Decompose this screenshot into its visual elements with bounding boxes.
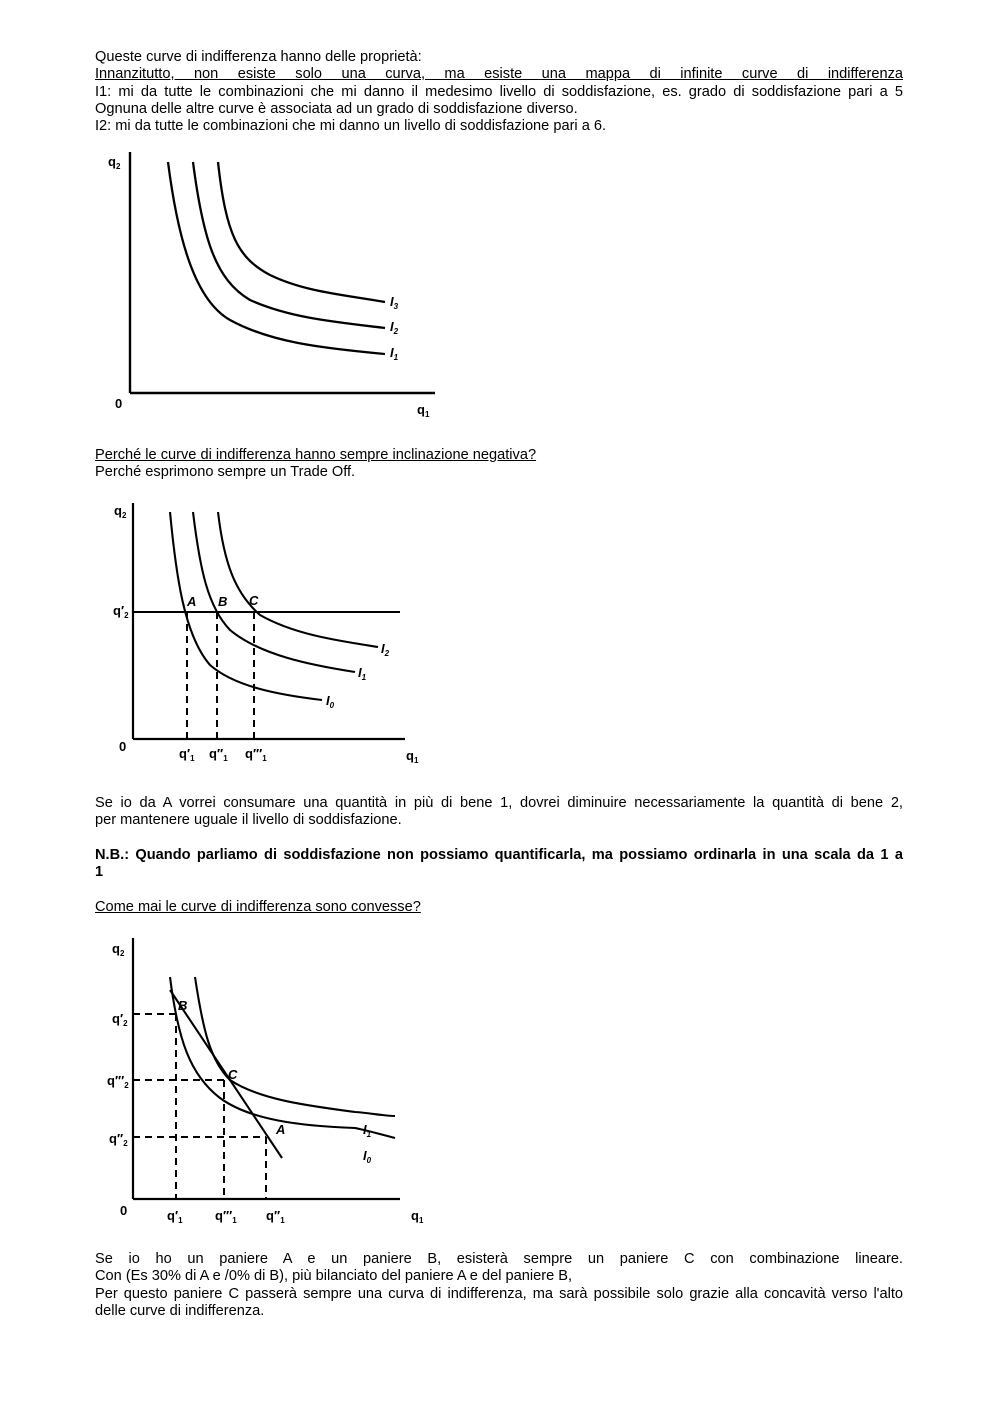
budget-line bbox=[170, 990, 282, 1158]
curve-label-i2: $I_2$ bbox=[390, 319, 399, 336]
section4-line-2: Con (Es 30% di A e /0% di B), più bilanciato del paniere A e del paniere B, bbox=[95, 1268, 573, 1284]
x-axis-label: $q_1$ bbox=[417, 402, 430, 419]
curve-label-i1: $I_1$ bbox=[358, 665, 367, 682]
y-tick-q2-double-prime: $q''_2$ bbox=[109, 1131, 128, 1148]
section4-line-3: Per questo paniere C passerà sempre una curva di indifferenza, ma sarà possibile solo grazie alla concavità verso l'alto bbox=[95, 1286, 903, 1302]
y-axis-label: $q_2$ bbox=[108, 154, 121, 171]
y-axis-label: $q_2$ bbox=[114, 503, 127, 520]
x-tick-q1-double-prime: $q''_1$ bbox=[266, 1208, 285, 1225]
section4-line-4: delle curve di indifferenza. bbox=[95, 1303, 265, 1319]
y-tick-q2-triple-prime: $q'''_2$ bbox=[107, 1073, 129, 1090]
x-axis-label: $q_1$ bbox=[406, 748, 419, 765]
figure-indifference-map bbox=[100, 140, 460, 425]
x-tick-q1-triple-prime: $q'''_1$ bbox=[215, 1208, 237, 1225]
curve-label-i2: $I_2$ bbox=[381, 641, 390, 658]
y-tick-q2-prime: $q'_2$ bbox=[113, 603, 129, 620]
y-axis-label: $q_2$ bbox=[112, 941, 125, 958]
curve-i0 bbox=[170, 977, 395, 1138]
curve-label-i0: $I_0$ bbox=[326, 693, 335, 710]
answer-text: Perché esprimono sempre un Trade Off. bbox=[95, 464, 356, 480]
paragraph-trade-off-line-1: Se io da A vorrei consumare una quantità in più di bene 1, dovrei diminuire necessariamente la quantità di bene 2, bbox=[95, 795, 903, 811]
curve-i3 bbox=[218, 162, 385, 302]
paragraph-trade-off-line-2: per mantenere uguale il livello di soddisfazione. bbox=[95, 812, 402, 828]
x-tick-q1-prime: $q'_1$ bbox=[179, 746, 195, 763]
curve-label-i3: $I_3$ bbox=[390, 294, 399, 311]
curve-label-i1: $I_1$ bbox=[390, 345, 399, 362]
section4-line-1: Se io ho un paniere A e un paniere B, esisterà sempre un paniere C con combinazione lineare. bbox=[95, 1251, 903, 1267]
intro-line-4: Ognuna delle altre curve è associata ad un grado di soddisfazione diverso. bbox=[95, 101, 578, 117]
curve-label-i1: $I_1$ bbox=[363, 1122, 372, 1139]
origin-label: 0 bbox=[119, 739, 127, 754]
question-negative-slope: Perché le curve di indifferenza hanno sempre inclinazione negativa? bbox=[95, 447, 537, 463]
question-convex: Come mai le curve di indifferenza sono convesse? bbox=[95, 899, 421, 915]
x-axis-label: $q_1$ bbox=[411, 1208, 424, 1225]
y-tick-q2-prime: $q'_2$ bbox=[112, 1011, 128, 1028]
x-tick-q1-prime: $q'_1$ bbox=[167, 1208, 183, 1225]
nb-note-line-1: N.B.: Quando parliamo di soddisfazione non possiamo quantificarla, ma possiamo ordinarla in una scala da 1 a bbox=[95, 847, 903, 863]
point-a-label: A bbox=[187, 594, 197, 609]
origin-label: 0 bbox=[115, 396, 123, 411]
curve-label-i0: $I_0$ bbox=[363, 1148, 372, 1165]
figure-convexity bbox=[100, 930, 440, 1230]
x-tick-q1-triple-prime: $q'''_1$ bbox=[245, 746, 267, 763]
point-b-label: B bbox=[178, 998, 188, 1013]
nb-note-line-2: 1 bbox=[95, 864, 104, 880]
point-b-label: B bbox=[218, 594, 228, 609]
intro-line-1: Queste curve di indifferenza hanno delle proprietà: bbox=[95, 49, 422, 65]
intro-line-5: I2: mi da tutte le combinazioni che mi danno un livello di soddisfazione pari a 6. bbox=[95, 118, 607, 134]
curve-i2 bbox=[218, 512, 378, 647]
intro-line-3: I1: mi da tutte le combinazioni che mi danno il medesimo livello di soddisfazione, es. grado di soddisfazione pari a 5 bbox=[95, 84, 903, 100]
point-c-label: C bbox=[228, 1067, 238, 1082]
figure-negative-slope bbox=[100, 495, 440, 775]
point-a-label: A bbox=[276, 1122, 286, 1137]
point-c-label: C bbox=[249, 593, 259, 608]
x-tick-q1-double-prime: $q''_1$ bbox=[209, 746, 228, 763]
intro-line-2: Innanzitutto, non esiste solo una curva, ma esiste una mappa di infinite curve di indifferenza bbox=[95, 66, 903, 82]
origin-label: 0 bbox=[120, 1203, 128, 1218]
answer-trade-off bbox=[95, 464, 903, 481]
